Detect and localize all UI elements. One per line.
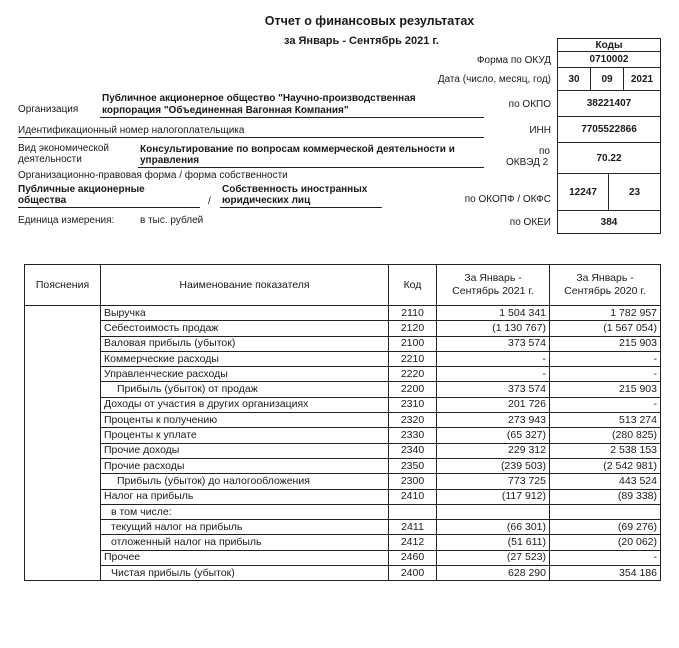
header-previous-period [550, 265, 661, 306]
table-row: Прочие доходы 2340 229 312 2 538 153 [25, 443, 661, 458]
okei-label: по ОКЕИ [509, 217, 551, 228]
okopf-value: 12247 [557, 173, 609, 211]
slash: / [208, 196, 211, 207]
okud-value: 0710002 [557, 51, 661, 68]
activity-label-2: деятельности [18, 154, 82, 165]
activity-underline [138, 167, 484, 168]
table-row: Прибыль (убыток) до налогообложения 2300 773 725 443 524 [25, 474, 661, 489]
unit-label: Единица измерения: [18, 215, 115, 226]
date-year: 2021 [623, 67, 661, 91]
unit-value: в тыс. рублей [140, 215, 204, 226]
okfs-value: 23 [608, 173, 661, 211]
header-current-line1: За Январь - [464, 272, 522, 284]
ownership-2: юридических лиц [222, 195, 311, 206]
report-title: Отчет о финансовых результатах [264, 14, 475, 28]
financial-results-table [24, 264, 661, 581]
header-previous-line2: Сентябрь 2020 г. [564, 285, 646, 297]
inn-label: Идентификационный номер налогоплательщика [18, 125, 245, 136]
table-row: Себестоимость продаж 2120 (1 130 767) (1 567 054) [25, 321, 661, 336]
date-day: 30 [557, 67, 591, 91]
header-previous-line1: За Январь - [576, 272, 634, 284]
inn-value: 7705522866 [557, 116, 661, 143]
table-row: текущий налог на прибыль 2411 (66 301) (69 276) [25, 520, 661, 535]
org-name-line1: Публичное акционерное общество "Научно-производственная [102, 93, 416, 104]
header-current-line2: Сентябрь 2021 г. [452, 285, 534, 297]
legal-form-label: Организационно-правовая форма / форма собственности [18, 170, 288, 181]
header-name: Наименование показателя [101, 265, 389, 306]
header-notes: Пояснения [25, 265, 101, 306]
date-month: 09 [590, 67, 624, 91]
ownership-1: Собственность иностранных [222, 184, 368, 195]
table-row: Коммерческие расходы 2210 - - [25, 351, 661, 366]
table-row: Прочее 2460 (27 523) - [25, 550, 661, 565]
inn-underline [18, 137, 484, 138]
legal-form-1: Публичные акционерные [18, 184, 145, 195]
activity-value-2: управления [140, 155, 200, 166]
okpo-label: по ОКПО [508, 99, 551, 110]
org-label: Организация [18, 104, 79, 115]
inn-code-label: ИНН [529, 125, 551, 136]
okved-value: 70.22 [557, 142, 661, 174]
table-row: Выручка 2110 1 504 341 1 782 957 [25, 306, 661, 321]
header-current-period [437, 265, 550, 306]
table-row: Валовая прибыль (убыток) 2100 373 574 215 903 [25, 336, 661, 351]
table-row: Налог на прибыль 2410 (117 912) (89 338) [25, 489, 661, 504]
report-period: за Январь - Сентябрь 2021 г. [284, 35, 439, 47]
okved-label-1: по [539, 146, 550, 157]
activity-label-1: Вид экономической [18, 143, 109, 154]
table-row: отложенный налог на прибыль 2412 (51 611) (20 062) [25, 535, 661, 550]
okopf-label: по ОКОПФ / ОКФС [464, 194, 551, 205]
legal-form-2: общества [18, 195, 67, 206]
table-row: Управленческие расходы 2220 - - [25, 367, 661, 382]
table-header-row [25, 265, 661, 306]
table-row: Проценты к уплате 2330 (65 327) (280 825) [25, 428, 661, 443]
codes-header: Коды [557, 38, 661, 52]
table-row: Прибыль (убыток) от продаж 2200 373 574 215 903 [25, 382, 661, 397]
okud-label: Форма по ОКУД [476, 55, 551, 66]
table-row: Прочие расходы 2350 (239 503) (2 542 981) [25, 458, 661, 473]
okpo-value: 38221407 [557, 90, 661, 117]
date-label: Дата (число, месяц, год) [437, 74, 551, 85]
table-row: в том числе: [25, 504, 661, 519]
header-code: Код [389, 265, 437, 306]
okved-label-2: ОКВЭД 2 [506, 157, 549, 168]
activity-value-1: Консультирование по вопросам коммерческой деятельности и [140, 144, 455, 155]
org-name-line2: корпорация "Объединенная Вагонная Компания" [102, 105, 349, 116]
table-row: Проценты к получению 2320 273 943 513 274 [25, 413, 661, 428]
okei-value: 384 [557, 210, 661, 234]
org-underline [100, 117, 484, 118]
ownership-underline [220, 207, 382, 208]
table-row: Доходы от участия в других организациях 2310 201 726 - [25, 397, 661, 412]
table-row: Чистая прибыль (убыток) 2400 628 290 354 186 [25, 566, 661, 581]
legal-form-underline [18, 207, 200, 208]
